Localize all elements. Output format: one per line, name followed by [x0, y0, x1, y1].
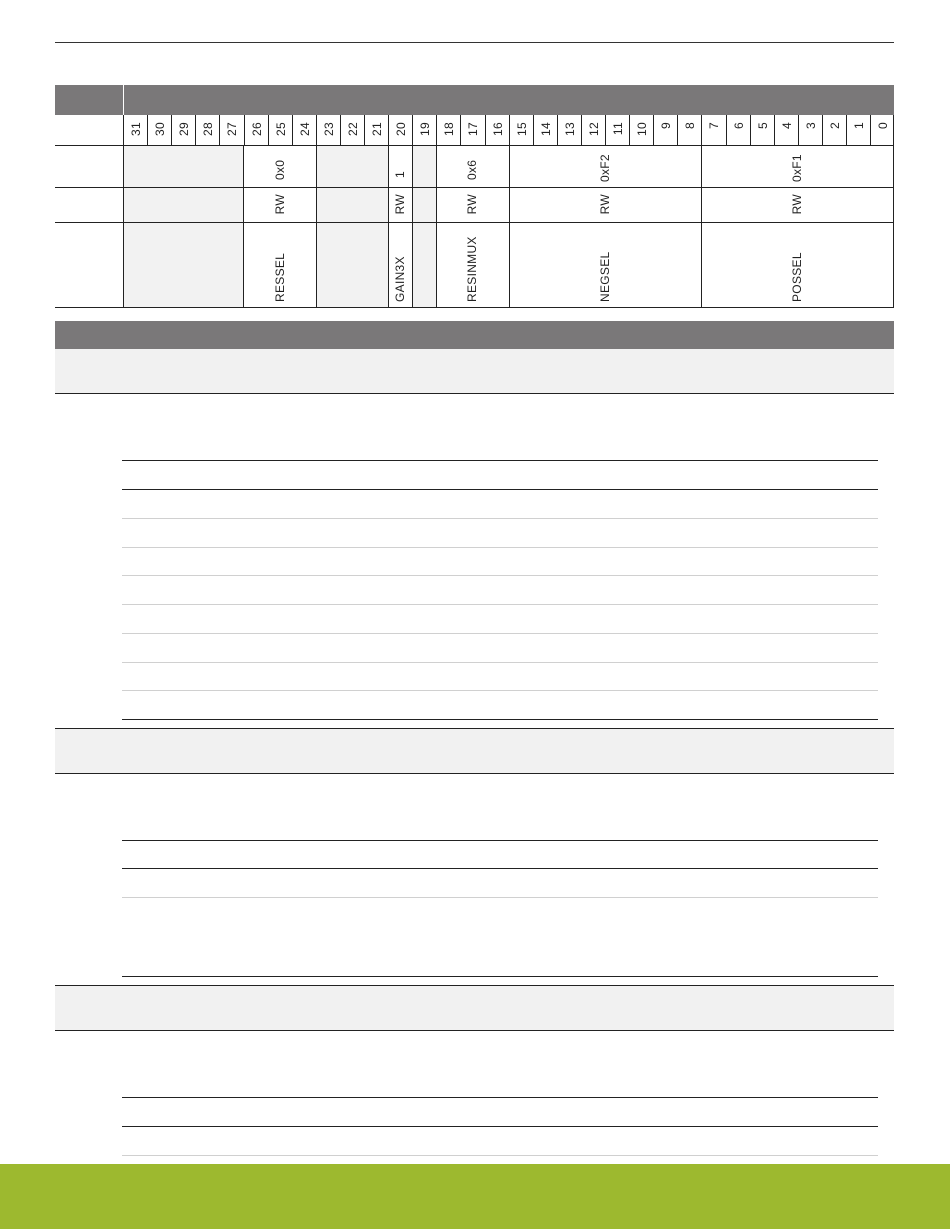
field-reset-gain3x: 1	[393, 171, 407, 178]
bit-col-divider	[195, 115, 196, 145]
field-col-divider	[436, 145, 437, 307]
bit-col-divider	[244, 115, 245, 145]
bit-number: 10	[635, 122, 650, 136]
bit-number: 6	[731, 122, 746, 129]
field-name-gain3x: GAIN3X	[393, 256, 407, 302]
field-access-resinmux: RW	[465, 194, 479, 215]
field-name-negsel: NEGSEL	[598, 251, 612, 302]
field-access-ressel: RW	[273, 194, 287, 215]
register-col-divider	[893, 115, 894, 307]
bit-col-divider	[774, 115, 775, 145]
bit-number: 14	[538, 122, 553, 136]
bit-col-divider	[316, 115, 317, 145]
field-access-negsel: RW	[598, 194, 612, 215]
bit-col-divider	[436, 115, 437, 145]
bit-number: 24	[297, 122, 312, 136]
bit-number: 7	[707, 122, 722, 129]
footer-band	[0, 1164, 950, 1229]
bit-col-divider	[292, 115, 293, 145]
bit-col-divider	[581, 115, 582, 145]
value-table-rule	[122, 633, 878, 634]
field-name-possel: POSSEL	[790, 252, 804, 302]
field-band-row	[55, 349, 894, 394]
value-table-rule	[122, 575, 878, 576]
bit-col-divider	[533, 115, 534, 145]
bit-number: 17	[466, 122, 481, 136]
bit-number: 13	[562, 122, 577, 136]
bit-col-divider	[870, 115, 871, 145]
bit-col-divider	[340, 115, 341, 145]
register-header-label-cell	[55, 85, 123, 115]
value-table-rule	[122, 1097, 878, 1098]
description-header	[55, 321, 894, 349]
field-col-divider	[509, 145, 510, 307]
value-table-rule	[122, 489, 878, 490]
value-table-rule	[122, 840, 878, 841]
bit-number: 3	[803, 122, 818, 129]
value-table-rule	[122, 547, 878, 548]
bit-col-divider	[557, 115, 558, 145]
reserved-block-31-27	[123, 145, 243, 307]
bit-number: 31	[129, 122, 143, 136]
value-table-rule	[122, 662, 878, 663]
reserved-block-23-21	[316, 145, 388, 307]
bit-col-divider	[750, 115, 751, 145]
bit-col-divider	[677, 115, 678, 145]
field-access-gain3x: RW	[393, 194, 407, 215]
bit-number: 22	[345, 122, 360, 136]
bit-number: 21	[370, 122, 384, 136]
bit-number: 25	[273, 122, 288, 136]
bit-number: 30	[153, 122, 168, 136]
field-reset-negsel: 0xF2	[598, 154, 612, 182]
top-rule	[55, 42, 894, 43]
field-band-row	[55, 728, 894, 774]
value-table-rule	[122, 1126, 878, 1127]
bit-col-divider	[629, 115, 630, 145]
bit-number: 23	[321, 122, 336, 136]
value-table-rule	[122, 518, 878, 519]
bit-number: 16	[490, 122, 505, 136]
field-reset-possel: 0xF1	[790, 154, 804, 182]
bit-col-divider	[509, 115, 510, 145]
bit-number: 5	[755, 122, 770, 129]
bit-col-divider	[388, 115, 389, 145]
bit-number: 26	[249, 122, 264, 136]
value-table-rule	[122, 976, 878, 977]
bit-col-divider	[460, 115, 461, 145]
value-table-rule	[122, 690, 878, 691]
bit-number: 9	[659, 122, 674, 129]
bit-col-divider	[726, 115, 727, 145]
bit-col-divider	[846, 115, 847, 145]
register-row-rule	[55, 187, 894, 188]
bit-number: 27	[225, 122, 240, 136]
register-row-rule	[55, 307, 894, 308]
field-access-possel: RW	[790, 194, 804, 215]
bit-number: 18	[442, 122, 457, 136]
value-table-rule	[122, 1155, 878, 1156]
reserved-block-19	[412, 145, 436, 307]
bit-number: 2	[827, 122, 842, 129]
field-col-divider	[412, 145, 413, 307]
value-table-rule	[122, 897, 878, 898]
register-header-bits-cell	[123, 85, 894, 115]
bit-col-divider	[653, 115, 654, 145]
bit-number: 11	[611, 122, 625, 136]
bit-number: 12	[586, 122, 601, 136]
bit-col-divider	[171, 115, 172, 145]
bit-col-divider	[219, 115, 220, 145]
field-band-row	[55, 985, 894, 1031]
bit-col-divider	[485, 115, 486, 145]
value-table-rule	[122, 604, 878, 605]
bit-col-divider	[268, 115, 269, 145]
bit-number: 19	[418, 122, 433, 136]
field-reset-ressel: 0x0	[273, 159, 287, 180]
bit-number: 0	[876, 122, 891, 129]
bit-col-divider	[147, 115, 148, 145]
bit-number: 29	[177, 122, 192, 136]
register-row-rule	[55, 222, 894, 223]
bit-number: 28	[201, 122, 216, 136]
bit-number: 20	[394, 122, 409, 136]
register-row-rule	[55, 145, 894, 146]
bit-col-divider	[412, 115, 413, 145]
bit-col-divider	[701, 115, 702, 145]
bit-number: 4	[779, 122, 794, 129]
bit-col-divider	[605, 115, 606, 145]
bit-col-divider	[364, 115, 365, 145]
bit-number: 8	[683, 122, 698, 129]
value-table-rule	[122, 460, 878, 461]
register-col-divider	[123, 115, 124, 307]
bit-number: 15	[514, 122, 529, 136]
field-reset-resinmux: 0x6	[465, 159, 479, 180]
bit-col-divider	[798, 115, 799, 145]
field-name-resinmux: RESINMUX	[465, 236, 479, 302]
field-col-divider	[243, 145, 244, 307]
value-table-rule	[122, 719, 878, 720]
value-table-rule	[122, 868, 878, 869]
field-name-ressel: RESSEL	[273, 252, 287, 302]
field-col-divider	[701, 145, 702, 307]
bit-col-divider	[822, 115, 823, 145]
bit-number: 1	[852, 122, 866, 129]
field-col-divider	[316, 145, 317, 307]
field-col-divider	[388, 145, 389, 307]
